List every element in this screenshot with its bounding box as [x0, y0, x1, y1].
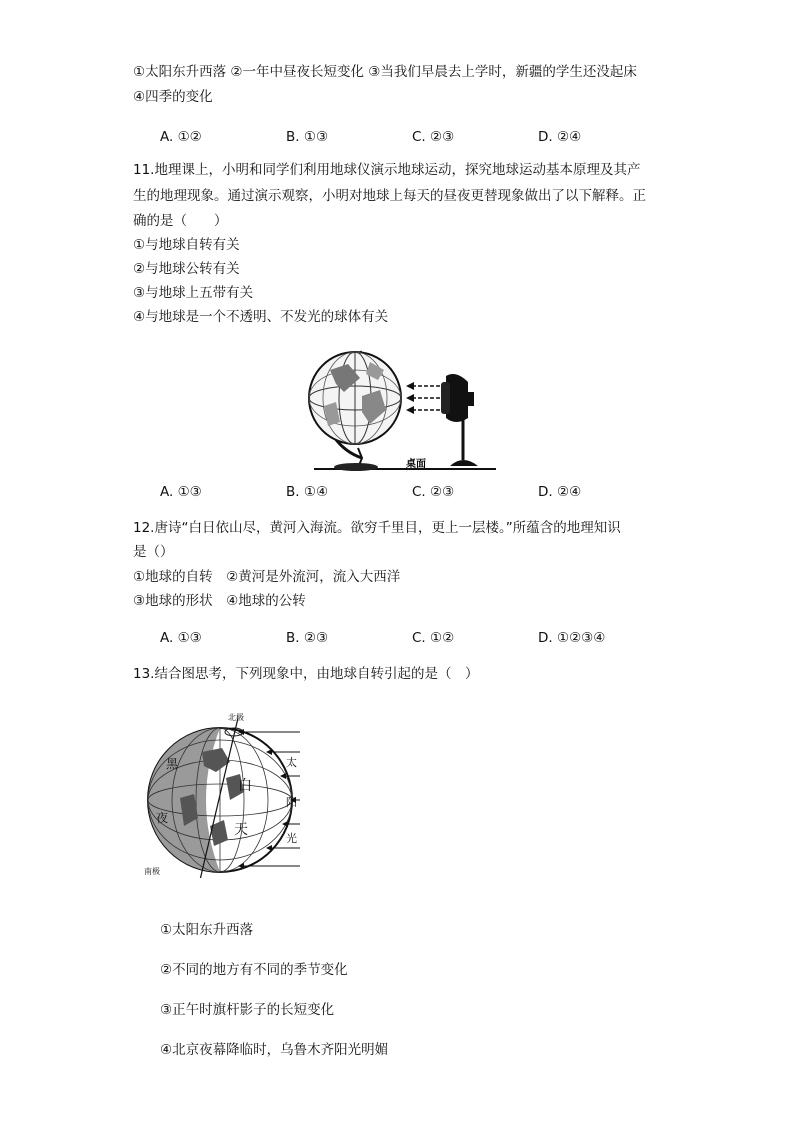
q11-option-c[interactable]: C. ②③	[412, 484, 455, 500]
q13-stem: 13.结合图思考，下列现象中，由地球自转引起的是（ ）	[133, 666, 479, 682]
south-pole-label: 南极	[144, 867, 160, 876]
q13-item-2: ②不同的地方有不同的季节变化	[160, 962, 348, 978]
dark-label-1: 黑	[166, 757, 179, 771]
q12-option-a[interactable]: A. ①③	[160, 630, 202, 646]
globe-and-fan-figure	[300, 340, 500, 474]
q10-option-d[interactable]: D. ②④	[538, 129, 582, 145]
q12-items-line1: ①地球的自转 ②黄河是外流河，流入大西洋	[133, 569, 401, 585]
q11-item-4: ④与地球是一个不透明、不发光的球体有关	[133, 309, 389, 325]
sun-label-1: 太	[286, 756, 297, 769]
desk-label: 桌面	[406, 459, 426, 470]
q11-option-a[interactable]: A. ①③	[160, 484, 202, 500]
q10-statements-line1: ①太阳东升西落 ②一年中昼夜长短变化 ③当我们早晨去上学时，新疆的学生还没起床	[133, 64, 637, 80]
q11-option-d[interactable]: D. ②④	[538, 484, 582, 500]
q13-item-4: ④北京夜幕降临时，乌鲁木齐阳光明媚	[160, 1042, 389, 1058]
q12-option-b[interactable]: B. ②③	[286, 630, 329, 646]
q12-stem-line1: 12.唐诗“白日依山尽，黄河入海流。欲穷千里目，更上一层楼。”所蕴含的地理知识	[133, 520, 621, 536]
q13-item-3: ③正午时旗杆影子的长短变化	[160, 1002, 335, 1018]
q12-option-d[interactable]: D. ①②③④	[538, 630, 606, 646]
globe-base	[334, 463, 378, 471]
q12-items-line2: ③地球的形状 ④地球的公转	[133, 593, 306, 609]
q10-option-a[interactable]: A. ①②	[160, 129, 202, 145]
q10-options	[160, 127, 640, 147]
q11-options	[160, 482, 640, 502]
lamp-icon	[441, 374, 478, 466]
airflow-arrows	[406, 382, 440, 414]
north-pole-label: 北极	[228, 713, 244, 722]
q10-option-c[interactable]: C. ②③	[412, 129, 455, 145]
dark-label-2: 夜	[156, 811, 169, 825]
day-label-2: 天	[234, 822, 248, 838]
q11-stem-line3: 确的是（ ）	[133, 213, 228, 229]
q10-option-b[interactable]: B. ①③	[286, 129, 329, 145]
q13-item-1: ①太阳东升西落	[160, 922, 254, 938]
q11-stem-line1: 11.地理课上，小明和同学们利用地球仪演示地球运动，探究地球运动基本原理及其产	[133, 162, 641, 178]
q12-stem-line2: 是（）	[133, 544, 174, 560]
sun-label-2: 阳	[286, 796, 297, 809]
day-night-globe-figure	[130, 708, 310, 878]
q10-statements-line2: ④四季的变化	[133, 89, 213, 105]
q11-stem-line2: 生的地理现象。通过演示观察，小明对地球上每天的昼夜更替现象做出了以下解释。正	[133, 188, 646, 204]
sun-label-3: 光	[286, 832, 297, 845]
q11-item-2: ②与地球公转有关	[133, 261, 240, 277]
globe-icon	[309, 352, 401, 444]
q11-option-b[interactable]: B. ①④	[286, 484, 329, 500]
q11-item-3: ③与地球上五带有关	[133, 285, 254, 301]
day-label-1: 白	[238, 778, 252, 794]
q12-option-c[interactable]: C. ①②	[412, 630, 455, 646]
q12-options	[160, 628, 640, 648]
q11-item-1: ①与地球自转有关	[133, 237, 240, 253]
